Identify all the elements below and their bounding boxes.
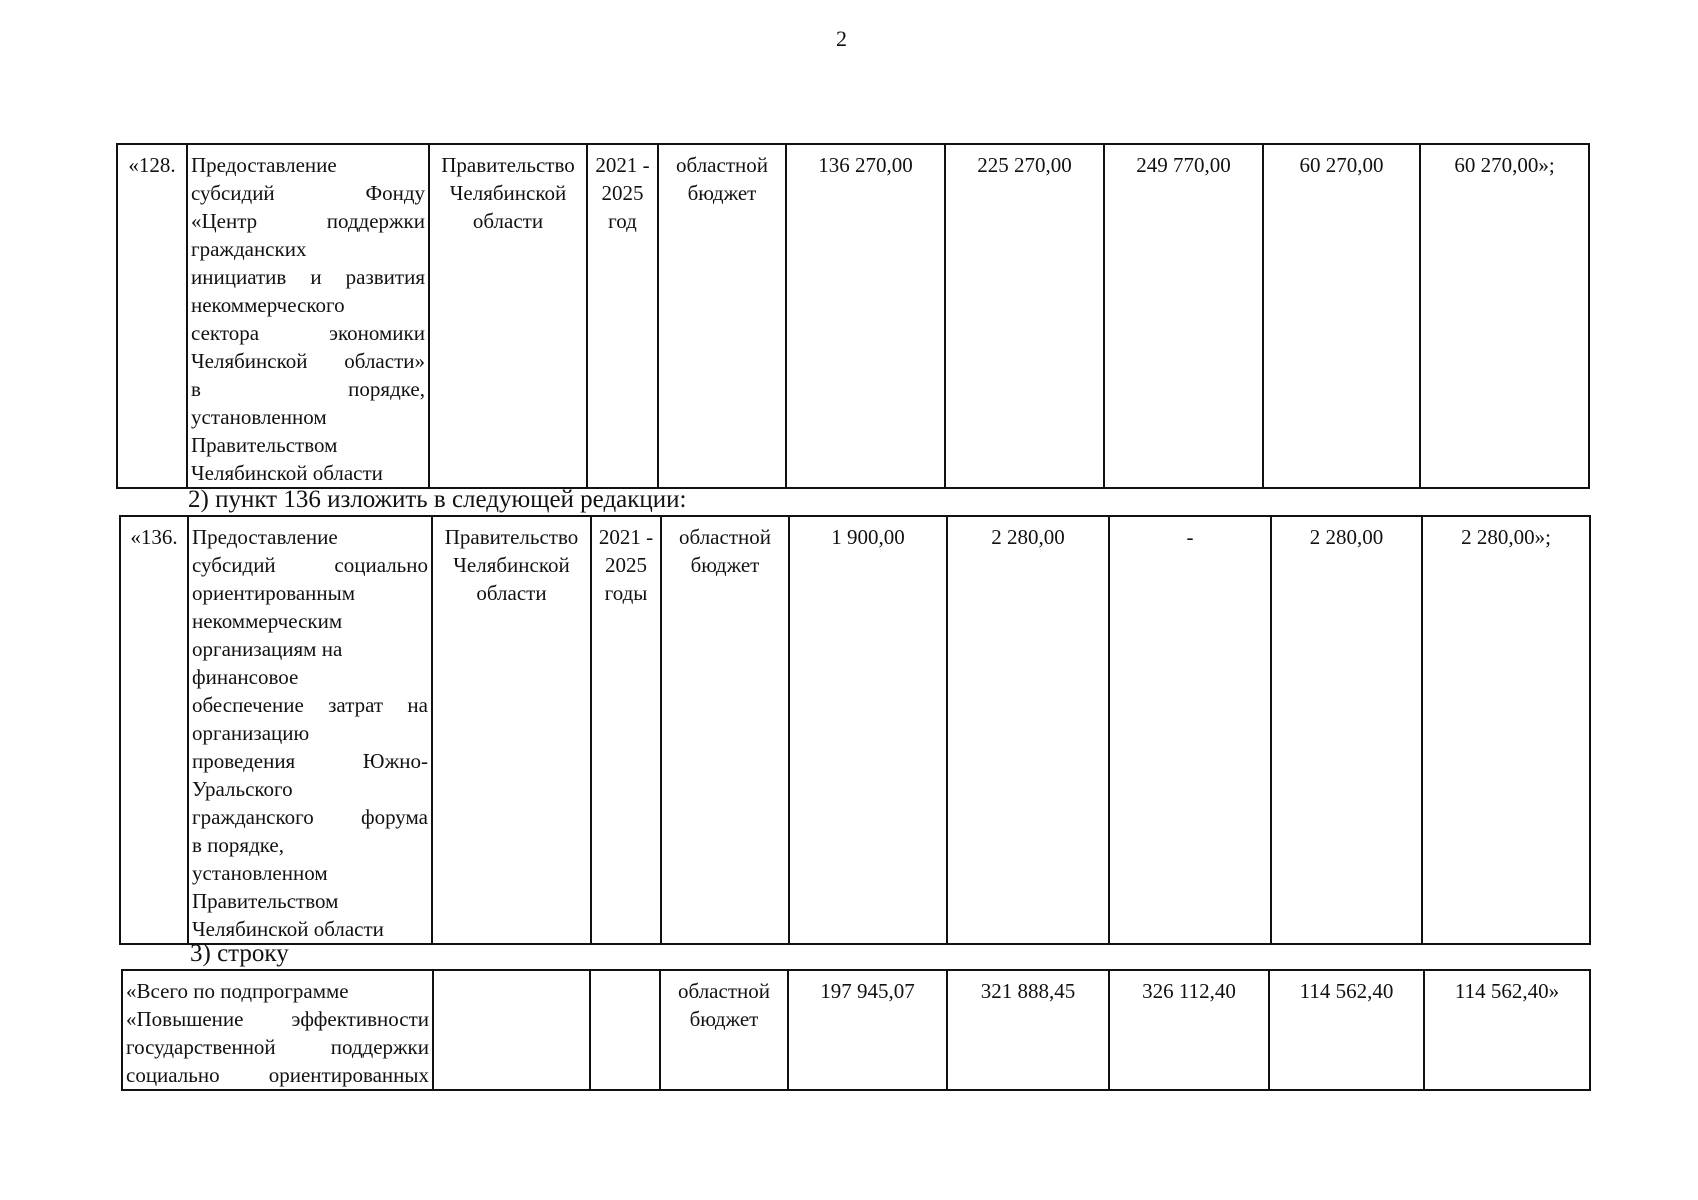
value-3: 326 112,40 [1109,970,1269,1090]
value-2: 321 888,45 [947,970,1109,1090]
row-number: «136. [120,516,188,944]
value-3: 249 770,00 [1104,144,1263,488]
measure-name: Предоставление субсидий Фонду «Центр поддержки гражданских инициатив и развития некоммерческого сектора экономики Челябинской области» в порядке, установленном Правительством Челябинской области [187,144,429,488]
period: 2021 - 2025 год [587,144,658,488]
funding-source: областной бюджет [660,970,788,1090]
total-name: «Всего по подпрограмме «Повышение эффективности государственной поддержки социально ориентированных [122,970,433,1090]
value-4: 2 280,00 [1271,516,1422,944]
table-row-136 [119,515,1591,945]
value-3: - [1109,516,1271,944]
value-2: 2 280,00 [947,516,1109,944]
measure-name: Предоставление субсидий социально ориентированным некоммерческим организациям на финансовое обеспечение затрат на организацию проведения Южно- Уральского гражданского форума в порядке, установленном Правительством Челябинской области [188,516,432,944]
executor-empty [433,970,590,1090]
caption-item-136: 2) пункт 136 изложить в следующей редакции: [188,486,687,513]
value-5: 2 280,00»; [1422,516,1590,944]
value-1: 136 270,00 [786,144,945,488]
funding-source: областной бюджет [661,516,789,944]
value-4: 114 562,40 [1269,970,1424,1090]
value-4: 60 270,00 [1263,144,1420,488]
period-empty [590,970,660,1090]
value-5: 114 562,40» [1424,970,1590,1090]
executor: Правительство Челябинской области [429,144,587,488]
row-number: «128. [117,144,187,488]
page-number: 2 [836,26,847,51]
value-1: 197 945,07 [788,970,947,1090]
executor: Правительство Челябинской области [432,516,591,944]
funding-source: областной бюджет [658,144,786,488]
period: 2021 - 2025 годы [591,516,661,944]
value-1: 1 900,00 [789,516,947,944]
value-5: 60 270,00»; [1420,144,1589,488]
table-row-128 [116,143,1590,489]
caption-total-row: 3) строку [190,940,289,967]
value-2: 225 270,00 [945,144,1104,488]
table-row-total [121,969,1591,1091]
